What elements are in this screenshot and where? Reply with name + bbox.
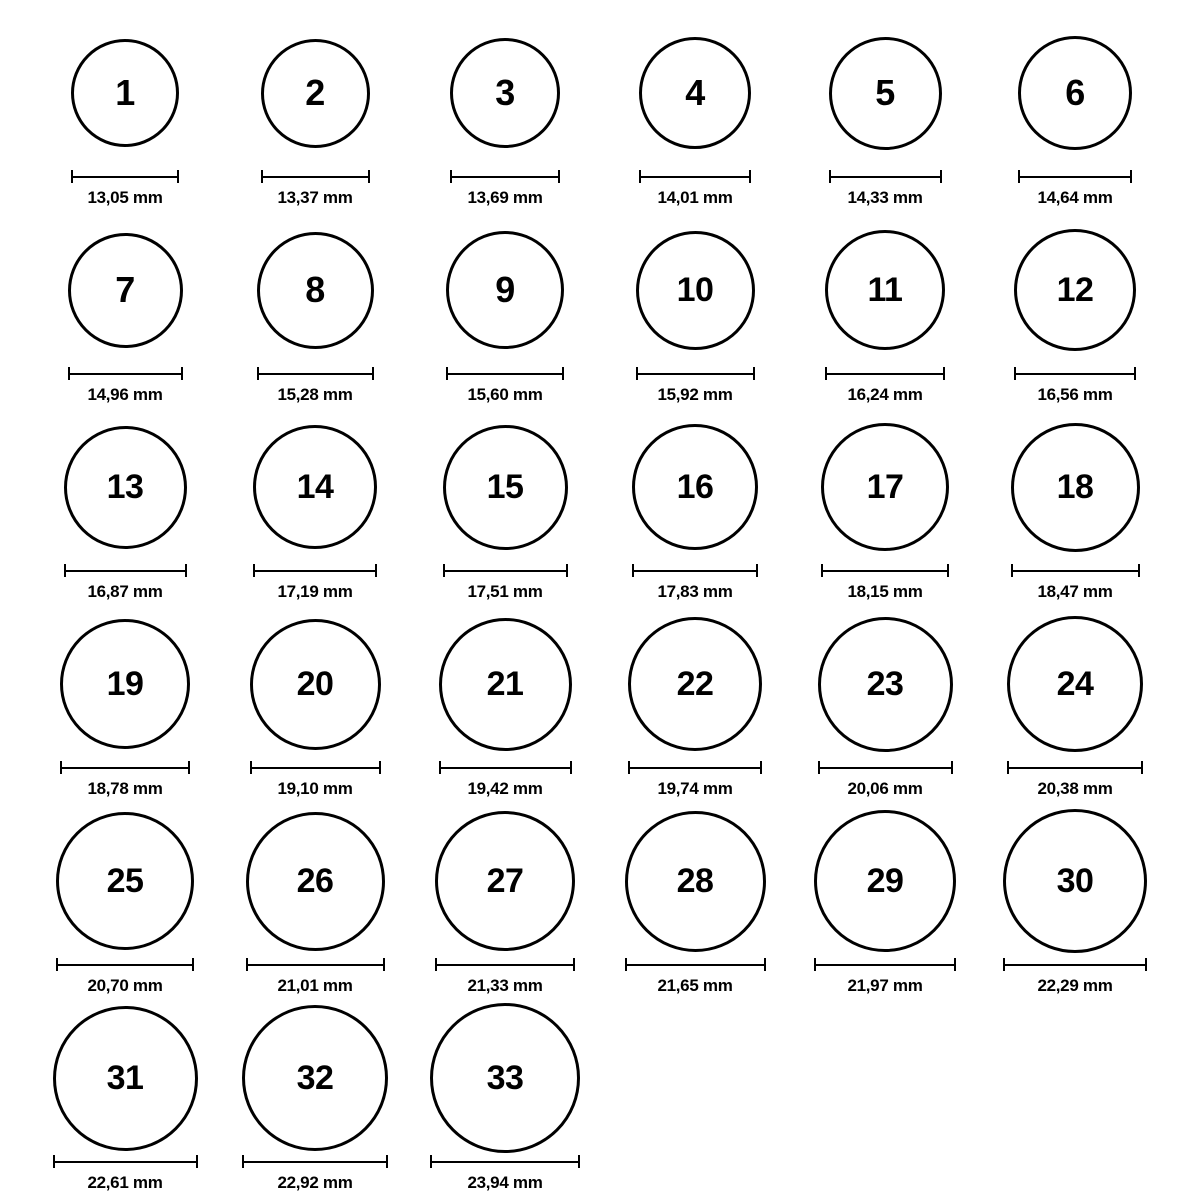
diameter-value: 18,47 mm xyxy=(1037,582,1113,601)
diameter-value: 14,01 mm xyxy=(657,188,733,207)
ring-circle-wrap xyxy=(821,412,949,562)
ring-size-row xyxy=(30,215,1170,412)
ring-circle xyxy=(625,811,766,952)
diameter-value: 16,56 mm xyxy=(1037,385,1113,404)
ring-circle-wrap xyxy=(829,18,942,168)
ring-size-label: 14 xyxy=(296,468,334,506)
diameter-value: 13,37 mm xyxy=(277,188,353,207)
caliper-icon xyxy=(1014,367,1136,379)
diameter-value: 20,70 mm xyxy=(87,976,163,995)
caliper-icon xyxy=(1003,958,1147,970)
diameter-value: 17,83 mm xyxy=(657,582,733,601)
ring-size-label: 17 xyxy=(866,468,904,506)
caliper-icon xyxy=(53,1155,198,1167)
ring-size-cell[interactable] xyxy=(30,215,220,405)
ring-circle xyxy=(825,230,945,350)
diameter-value: 20,06 mm xyxy=(847,779,923,798)
ring-circle xyxy=(1007,616,1143,752)
caliper-icon xyxy=(825,367,945,379)
diameter-measure xyxy=(450,170,560,208)
diameter-measure xyxy=(639,170,751,208)
ring-circle xyxy=(821,423,949,551)
diameter-measure xyxy=(1011,564,1140,602)
ring-circle xyxy=(250,619,381,750)
ring-circle-wrap xyxy=(443,412,568,562)
caliper-icon xyxy=(636,367,755,379)
diameter-measure xyxy=(814,958,956,996)
ring-circle-wrap xyxy=(814,806,956,956)
caliper-icon xyxy=(625,958,766,970)
ring-size-cell[interactable] xyxy=(220,1003,410,1193)
diameter-measure xyxy=(435,958,575,996)
ring-size-label: 26 xyxy=(296,862,334,900)
ring-size-label: 16 xyxy=(676,468,714,506)
ring-circle xyxy=(814,810,956,952)
diameter-value: 18,15 mm xyxy=(847,582,923,601)
diameter-measure xyxy=(446,367,564,405)
ring-size-cell[interactable] xyxy=(980,412,1170,602)
caliper-icon xyxy=(450,170,560,182)
diameter-measure xyxy=(628,761,762,799)
ring-size-label: 29 xyxy=(866,862,904,900)
diameter-value: 20,38 mm xyxy=(1037,779,1113,798)
ring-size-cell[interactable] xyxy=(410,412,600,602)
ring-circle xyxy=(829,37,942,150)
ring-circle xyxy=(628,617,762,751)
diameter-measure xyxy=(257,367,374,405)
ring-circle-wrap xyxy=(53,1003,198,1153)
diameter-measure xyxy=(1014,367,1136,405)
ring-circle-wrap xyxy=(1011,412,1140,562)
ring-size-cell[interactable] xyxy=(220,215,410,405)
ring-circle-wrap xyxy=(1018,18,1132,168)
ring-size-label: 21 xyxy=(486,665,524,703)
diameter-measure xyxy=(68,367,183,405)
ring-size-row xyxy=(30,412,1170,609)
diameter-value: 16,24 mm xyxy=(847,385,923,404)
caliper-icon xyxy=(1011,564,1140,576)
diameter-measure xyxy=(64,564,187,602)
ring-size-label: 24 xyxy=(1056,665,1094,703)
ring-circle-wrap xyxy=(636,215,755,365)
ring-size-label: 6 xyxy=(1065,72,1085,113)
ring-size-cell[interactable] xyxy=(980,215,1170,405)
ring-circle-wrap xyxy=(68,215,183,365)
ring-circle-wrap xyxy=(250,609,381,759)
ring-size-cell[interactable] xyxy=(600,215,790,405)
ring-size-cell[interactable] xyxy=(220,806,410,996)
ring-size-label: 22 xyxy=(676,665,714,703)
ring-circle xyxy=(632,424,758,550)
ring-size-label: 30 xyxy=(1056,862,1094,900)
ring-size-label: 15 xyxy=(486,468,524,506)
caliper-icon xyxy=(446,367,564,379)
diameter-measure xyxy=(261,170,370,208)
ring-size-label: 10 xyxy=(676,271,714,309)
caliper-icon xyxy=(261,170,370,182)
ring-size-cell[interactable] xyxy=(410,806,600,996)
diameter-value: 17,51 mm xyxy=(467,582,543,601)
caliper-icon xyxy=(56,958,194,970)
ring-circle xyxy=(639,37,751,149)
diameter-value: 22,92 mm xyxy=(277,1173,353,1192)
ring-circle xyxy=(1014,229,1136,351)
ring-circle-wrap xyxy=(242,1003,388,1153)
diameter-value: 14,33 mm xyxy=(847,188,923,207)
ring-circle-wrap xyxy=(60,609,190,759)
caliper-icon xyxy=(829,170,942,182)
ring-circle xyxy=(443,425,568,550)
ring-circle-wrap xyxy=(439,609,572,759)
ring-circle-wrap xyxy=(56,806,194,956)
diameter-measure xyxy=(250,761,381,799)
ring-circle-wrap xyxy=(818,609,953,759)
ring-circle xyxy=(446,231,564,349)
ring-circle xyxy=(68,233,183,348)
diameter-value: 15,92 mm xyxy=(657,385,733,404)
ring-size-label: 7 xyxy=(115,269,135,310)
ring-size-label: 8 xyxy=(305,269,325,310)
ring-circle xyxy=(450,38,560,148)
ring-size-row xyxy=(30,609,1170,806)
ring-size-cell[interactable] xyxy=(30,609,220,799)
diameter-measure xyxy=(821,564,949,602)
diameter-value: 15,28 mm xyxy=(277,385,353,404)
ring-circle-wrap xyxy=(261,18,370,168)
diameter-value: 21,97 mm xyxy=(847,976,923,995)
caliper-icon xyxy=(1018,170,1132,182)
ring-size-cell[interactable] xyxy=(790,215,980,405)
ring-circle xyxy=(1011,423,1140,552)
ring-size-cell[interactable] xyxy=(410,609,600,799)
diameter-value: 17,19 mm xyxy=(277,582,353,601)
caliper-icon xyxy=(439,761,572,773)
caliper-icon xyxy=(257,367,374,379)
diameter-measure xyxy=(1007,761,1143,799)
ring-size-label: 28 xyxy=(676,862,714,900)
ring-size-cell[interactable] xyxy=(790,18,980,208)
ring-circle-wrap xyxy=(625,806,766,956)
caliper-icon xyxy=(242,1155,388,1167)
ring-circle xyxy=(1018,36,1132,150)
diameter-value: 14,96 mm xyxy=(87,385,163,404)
diameter-value: 18,78 mm xyxy=(87,779,163,798)
ring-size-cell[interactable] xyxy=(600,412,790,602)
caliper-icon xyxy=(71,170,179,182)
ring-circle xyxy=(71,39,179,147)
ring-size-label: 23 xyxy=(866,665,904,703)
caliper-icon xyxy=(639,170,751,182)
diameter-value: 13,05 mm xyxy=(87,188,163,207)
ring-size-row xyxy=(30,806,1170,1003)
ring-size-label: 25 xyxy=(106,862,144,900)
ring-size-label: 20 xyxy=(296,665,334,703)
ring-size-row xyxy=(30,18,1170,215)
caliper-icon xyxy=(818,761,953,773)
ring-size-cell[interactable] xyxy=(600,609,790,799)
ring-size-label: 19 xyxy=(106,665,144,703)
ring-circle-wrap xyxy=(1007,609,1143,759)
diameter-measure xyxy=(1003,958,1147,996)
diameter-measure xyxy=(829,170,942,208)
diameter-measure xyxy=(636,367,755,405)
diameter-measure xyxy=(443,564,568,602)
ring-circle-wrap xyxy=(1003,806,1147,956)
ring-circle xyxy=(56,812,194,950)
ring-size-label: 13 xyxy=(106,468,144,506)
ring-circle xyxy=(53,1006,198,1151)
caliper-icon xyxy=(814,958,956,970)
diameter-measure xyxy=(625,958,766,996)
ring-circle-wrap xyxy=(71,18,179,168)
diameter-measure xyxy=(71,170,179,208)
ring-size-label: 11 xyxy=(867,271,903,309)
caliper-icon xyxy=(435,958,575,970)
ring-size-cell[interactable] xyxy=(980,18,1170,208)
ring-size-cell[interactable] xyxy=(790,609,980,799)
ring-circle xyxy=(435,811,575,951)
ring-size-label: 4 xyxy=(685,72,705,113)
diameter-measure xyxy=(53,1155,198,1193)
ring-size-cell[interactable] xyxy=(600,18,790,208)
caliper-icon xyxy=(68,367,183,379)
ring-size-cell[interactable] xyxy=(410,215,600,405)
ring-size-cell[interactable] xyxy=(220,412,410,602)
ring-circle xyxy=(636,231,755,350)
ring-size-label: 33 xyxy=(486,1059,524,1097)
ring-circle xyxy=(246,812,385,951)
ring-circle-wrap xyxy=(257,215,374,365)
ring-size-cell[interactable] xyxy=(410,1003,600,1193)
ring-size-cell[interactable] xyxy=(30,1003,220,1193)
ring-circle xyxy=(818,617,953,752)
diameter-value: 21,65 mm xyxy=(657,976,733,995)
caliper-icon xyxy=(821,564,949,576)
diameter-value: 14,64 mm xyxy=(1037,188,1113,207)
diameter-measure xyxy=(56,958,194,996)
ring-size-cell[interactable] xyxy=(790,806,980,996)
caliper-icon xyxy=(246,958,385,970)
diameter-measure xyxy=(632,564,758,602)
ring-size-cell[interactable] xyxy=(980,609,1170,799)
diameter-measure xyxy=(253,564,377,602)
ring-size-label: 1 xyxy=(115,72,135,113)
ring-size-label: 32 xyxy=(296,1059,334,1097)
ring-circle-wrap xyxy=(632,412,758,562)
ring-size-label: 2 xyxy=(305,72,325,113)
ring-size-label: 27 xyxy=(486,862,524,900)
ring-size-cell[interactable] xyxy=(790,412,980,602)
diameter-measure xyxy=(430,1155,580,1193)
caliper-icon xyxy=(253,564,377,576)
ring-size-cell[interactable] xyxy=(410,18,600,208)
caliper-icon xyxy=(1007,761,1143,773)
ring-circle xyxy=(257,232,374,349)
caliper-icon xyxy=(430,1155,580,1167)
ring-circle-wrap xyxy=(246,806,385,956)
diameter-value: 22,61 mm xyxy=(87,1173,163,1192)
ring-size-cell[interactable] xyxy=(30,412,220,602)
caliper-icon xyxy=(64,564,187,576)
ring-circle xyxy=(253,425,377,549)
diameter-value: 22,29 mm xyxy=(1037,976,1113,995)
diameter-value: 19,42 mm xyxy=(467,779,543,798)
ring-size-label: 3 xyxy=(495,72,515,113)
caliper-icon xyxy=(60,761,190,773)
diameter-value: 19,74 mm xyxy=(657,779,733,798)
ring-size-cell[interactable] xyxy=(220,609,410,799)
caliper-icon xyxy=(628,761,762,773)
diameter-measure xyxy=(818,761,953,799)
ring-circle-wrap xyxy=(825,215,945,365)
diameter-value: 15,60 mm xyxy=(467,385,543,404)
ring-circle-wrap xyxy=(1014,215,1136,365)
ring-circle xyxy=(60,619,190,749)
ring-size-cell[interactable] xyxy=(30,806,220,996)
ring-circle-wrap xyxy=(446,215,564,365)
ring-circle-wrap xyxy=(430,1003,580,1153)
ring-circle xyxy=(430,1003,580,1153)
diameter-measure xyxy=(242,1155,388,1193)
ring-size-label: 12 xyxy=(1056,271,1094,309)
ring-size-cell[interactable] xyxy=(220,18,410,208)
diameter-measure xyxy=(60,761,190,799)
ring-size-cell[interactable] xyxy=(30,18,220,208)
caliper-icon xyxy=(443,564,568,576)
ring-circle xyxy=(1003,809,1147,953)
ring-circle-wrap xyxy=(253,412,377,562)
ring-circle-wrap xyxy=(639,18,751,168)
diameter-measure xyxy=(246,958,385,996)
ring-circle-wrap xyxy=(628,609,762,759)
caliper-icon xyxy=(250,761,381,773)
diameter-value: 16,87 mm xyxy=(87,582,163,601)
ring-size-row xyxy=(30,1003,1170,1200)
diameter-value: 19,10 mm xyxy=(277,779,353,798)
diameter-value: 23,94 mm xyxy=(467,1173,543,1192)
ring-size-label: 9 xyxy=(495,269,515,310)
diameter-value: 21,01 mm xyxy=(277,976,353,995)
caliper-icon xyxy=(632,564,758,576)
ring-circle-wrap xyxy=(64,412,187,562)
ring-circle xyxy=(261,39,370,148)
ring-circle xyxy=(439,618,572,751)
ring-size-cell[interactable] xyxy=(980,806,1170,996)
ring-circle xyxy=(242,1005,388,1151)
ring-circle-wrap xyxy=(435,806,575,956)
ring-size-label: 18 xyxy=(1056,468,1094,506)
diameter-measure xyxy=(825,367,945,405)
ring-circle xyxy=(64,426,187,549)
diameter-measure xyxy=(1018,170,1132,208)
diameter-value: 21,33 mm xyxy=(467,976,543,995)
ring-size-cell[interactable] xyxy=(600,806,790,996)
ring-size-label: 5 xyxy=(875,72,895,113)
ring-size-label: 31 xyxy=(106,1059,144,1097)
ring-circle-wrap xyxy=(450,18,560,168)
diameter-measure xyxy=(439,761,572,799)
diameter-value: 13,69 mm xyxy=(467,188,543,207)
